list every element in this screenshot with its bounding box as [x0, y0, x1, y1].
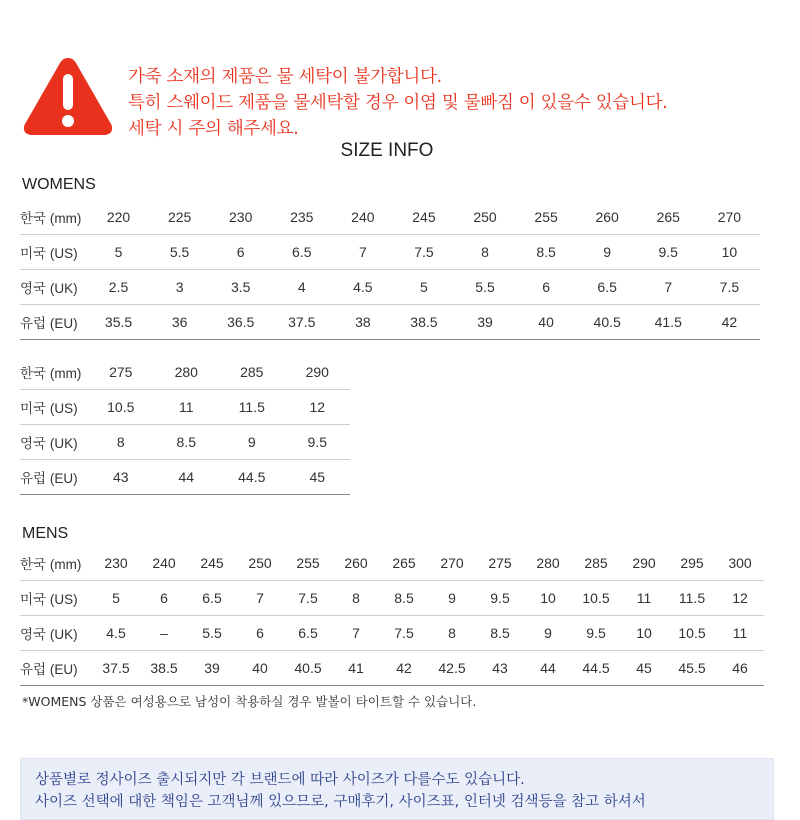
row-label: 영국 (UK) — [20, 270, 88, 305]
size-cell: 270 — [428, 546, 476, 581]
row-label: 미국 (US) — [20, 235, 88, 270]
size-cell: 44.5 — [219, 460, 285, 495]
row-label: 유럽 (EU) — [20, 305, 88, 340]
size-cell: 6 — [236, 616, 284, 651]
size-cell: 285 — [219, 355, 285, 390]
size-cell: 8.5 — [380, 581, 428, 616]
size-cell: 280 — [524, 546, 572, 581]
size-cell: 46 — [716, 651, 764, 686]
size-cell: 10.5 — [88, 390, 154, 425]
size-cell: 35.5 — [88, 305, 149, 340]
size-cell: 5 — [92, 581, 140, 616]
size-cell: 40.5 — [284, 651, 332, 686]
size-cell: 10.5 — [668, 616, 716, 651]
size-cell: 7.5 — [380, 616, 428, 651]
row-label: 미국 (US) — [20, 581, 92, 616]
table-row — [20, 460, 350, 495]
info-line: 사이즈 선택에 대한 책임은 고객님께 있으므로, 구매후기, 사이즈표, 인터넷 검색등을 참고 하셔서 — [35, 794, 646, 810]
size-cell: 230 — [92, 546, 140, 581]
womens-fit-note: *WOMENS 상품은 여성용으로 남성이 착용하실 경우 발볼이 타이트할 수 있습니다. — [22, 694, 477, 709]
size-cell: 9 — [428, 581, 476, 616]
size-cell: 260 — [332, 546, 380, 581]
row-label: 유럽 (EU) — [20, 651, 92, 686]
size-cell: 4 — [271, 270, 332, 305]
size-cell: 230 — [210, 200, 271, 235]
size-cell: 10 — [699, 235, 760, 270]
size-cell: 8 — [88, 425, 154, 460]
size-cell: 5.5 — [188, 616, 236, 651]
size-cell: 9.5 — [572, 616, 620, 651]
size-cell: 11.5 — [219, 390, 285, 425]
size-cell: 5.5 — [149, 235, 210, 270]
size-cell: 2.5 — [88, 270, 149, 305]
size-cell: 8 — [454, 235, 515, 270]
size-cell: 300 — [716, 546, 764, 581]
size-cell: 44.5 — [572, 651, 620, 686]
size-cell: 7 — [332, 616, 380, 651]
size-cell: 45 — [285, 460, 351, 495]
table-row — [20, 616, 764, 651]
size-cell: 290 — [620, 546, 668, 581]
size-cell: 3.5 — [210, 270, 271, 305]
size-cell: 6.5 — [577, 270, 638, 305]
size-cell: 9.5 — [638, 235, 699, 270]
size-cell: 12 — [716, 581, 764, 616]
size-cell: – — [140, 616, 188, 651]
size-cell: 40.5 — [577, 305, 638, 340]
mens-section-title: MENS — [22, 525, 69, 542]
row-label: 영국 (UK) — [20, 425, 88, 460]
table-row — [20, 651, 764, 686]
size-cell: 290 — [285, 355, 351, 390]
size-cell: 3 — [149, 270, 210, 305]
warning-triangle-icon — [22, 54, 114, 138]
size-cell: 8.5 — [154, 425, 220, 460]
womens-size-table — [20, 200, 760, 340]
table-row — [20, 305, 760, 340]
row-label: 한국 (mm) — [20, 355, 88, 390]
size-cell: 36.5 — [210, 305, 271, 340]
size-cell: 4.5 — [332, 270, 393, 305]
size-cell: 295 — [668, 546, 716, 581]
table-row — [20, 270, 760, 305]
size-cell: 5 — [88, 235, 149, 270]
warning-line: 가죽 소재의 제품은 물 세탁이 불가합니다. — [128, 67, 442, 87]
size-cell: 265 — [638, 200, 699, 235]
size-cell: 6.5 — [188, 581, 236, 616]
size-cell: 43 — [88, 460, 154, 495]
size-cell: 9 — [577, 235, 638, 270]
size-cell: 36 — [149, 305, 210, 340]
size-cell: 37.5 — [271, 305, 332, 340]
size-cell: 10 — [524, 581, 572, 616]
size-cell: 220 — [88, 200, 149, 235]
size-cell: 9.5 — [476, 581, 524, 616]
size-cell: 38.5 — [140, 651, 188, 686]
info-line: 상품별로 정사이즈 출시되지만 각 브랜드에 따라 사이즈가 다를수도 있습니다. — [35, 772, 525, 788]
size-cell: 11 — [620, 581, 668, 616]
size-cell: 12 — [285, 390, 351, 425]
table-row — [20, 581, 764, 616]
mens-size-table — [20, 546, 764, 686]
size-cell: 280 — [154, 355, 220, 390]
size-cell: 235 — [271, 200, 332, 235]
size-cell: 5 — [393, 270, 454, 305]
womens-section-title: WOMENS — [22, 176, 96, 193]
size-cell: 11 — [154, 390, 220, 425]
size-cell: 9 — [219, 425, 285, 460]
size-cell: 7.5 — [393, 235, 454, 270]
row-label: 유럽 (EU) — [20, 460, 88, 495]
row-label: 한국 (mm) — [20, 546, 92, 581]
size-cell: 44 — [524, 651, 572, 686]
row-label: 영국 (UK) — [20, 616, 92, 651]
size-cell: 8.5 — [516, 235, 577, 270]
size-cell: 285 — [572, 546, 620, 581]
row-label: 미국 (US) — [20, 390, 88, 425]
size-cell: 240 — [332, 200, 393, 235]
size-cell: 9.5 — [285, 425, 351, 460]
size-cell: 38 — [332, 305, 393, 340]
size-cell: 10 — [620, 616, 668, 651]
size-cell: 38.5 — [393, 305, 454, 340]
size-cell: 6 — [210, 235, 271, 270]
page-title: SIZE INFO — [340, 140, 434, 161]
size-cell: 41 — [332, 651, 380, 686]
info-box — [20, 758, 774, 820]
size-cell: 270 — [699, 200, 760, 235]
table-row — [20, 235, 760, 270]
size-cell: 7 — [638, 270, 699, 305]
size-cell: 8 — [428, 616, 476, 651]
table-row — [20, 355, 350, 390]
size-cell: 39 — [188, 651, 236, 686]
size-cell: 9 — [524, 616, 572, 651]
table-row — [20, 546, 764, 581]
size-cell: 42 — [380, 651, 428, 686]
size-cell: 245 — [188, 546, 236, 581]
size-cell: 8.5 — [476, 616, 524, 651]
size-cell: 225 — [149, 200, 210, 235]
size-cell: 45.5 — [668, 651, 716, 686]
size-cell: 42 — [699, 305, 760, 340]
row-label: 한국 (mm) — [20, 200, 88, 235]
size-cell: 44 — [154, 460, 220, 495]
size-cell: 42.5 — [428, 651, 476, 686]
warning-line: 특히 스웨이드 제품을 물세탁할 경우 이염 및 물빠짐 이 있을수 있습니다. — [128, 93, 668, 113]
size-cell: 260 — [577, 200, 638, 235]
size-cell: 265 — [380, 546, 428, 581]
size-cell: 250 — [236, 546, 284, 581]
size-cell: 10.5 — [572, 581, 620, 616]
size-cell: 40 — [516, 305, 577, 340]
table-row — [20, 425, 350, 460]
size-cell: 245 — [393, 200, 454, 235]
size-cell: 275 — [476, 546, 524, 581]
size-cell: 250 — [454, 200, 515, 235]
size-cell: 7.5 — [284, 581, 332, 616]
size-cell: 6.5 — [271, 235, 332, 270]
size-cell: 7.5 — [699, 270, 760, 305]
warning-line: 세탁 시 주의 해주세요. — [128, 119, 299, 139]
info-text — [35, 769, 646, 813]
size-cell: 6 — [516, 270, 577, 305]
size-cell: 11.5 — [668, 581, 716, 616]
size-cell: 255 — [284, 546, 332, 581]
size-cell: 275 — [88, 355, 154, 390]
table-row — [20, 200, 760, 235]
warning-message — [128, 64, 667, 142]
size-cell: 8 — [332, 581, 380, 616]
size-cell: 45 — [620, 651, 668, 686]
size-cell: 240 — [140, 546, 188, 581]
size-cell: 6 — [140, 581, 188, 616]
size-cell: 4.5 — [92, 616, 140, 651]
size-cell: 39 — [454, 305, 515, 340]
size-cell: 6.5 — [284, 616, 332, 651]
size-cell: 37.5 — [92, 651, 140, 686]
womens-size-table-extended — [20, 355, 350, 495]
size-cell: 5.5 — [454, 270, 515, 305]
size-cell: 7 — [332, 235, 393, 270]
size-cell: 7 — [236, 581, 284, 616]
size-cell: 40 — [236, 651, 284, 686]
table-row — [20, 390, 350, 425]
size-cell: 41.5 — [638, 305, 699, 340]
size-cell: 43 — [476, 651, 524, 686]
size-cell: 255 — [516, 200, 577, 235]
size-cell: 11 — [716, 616, 764, 651]
